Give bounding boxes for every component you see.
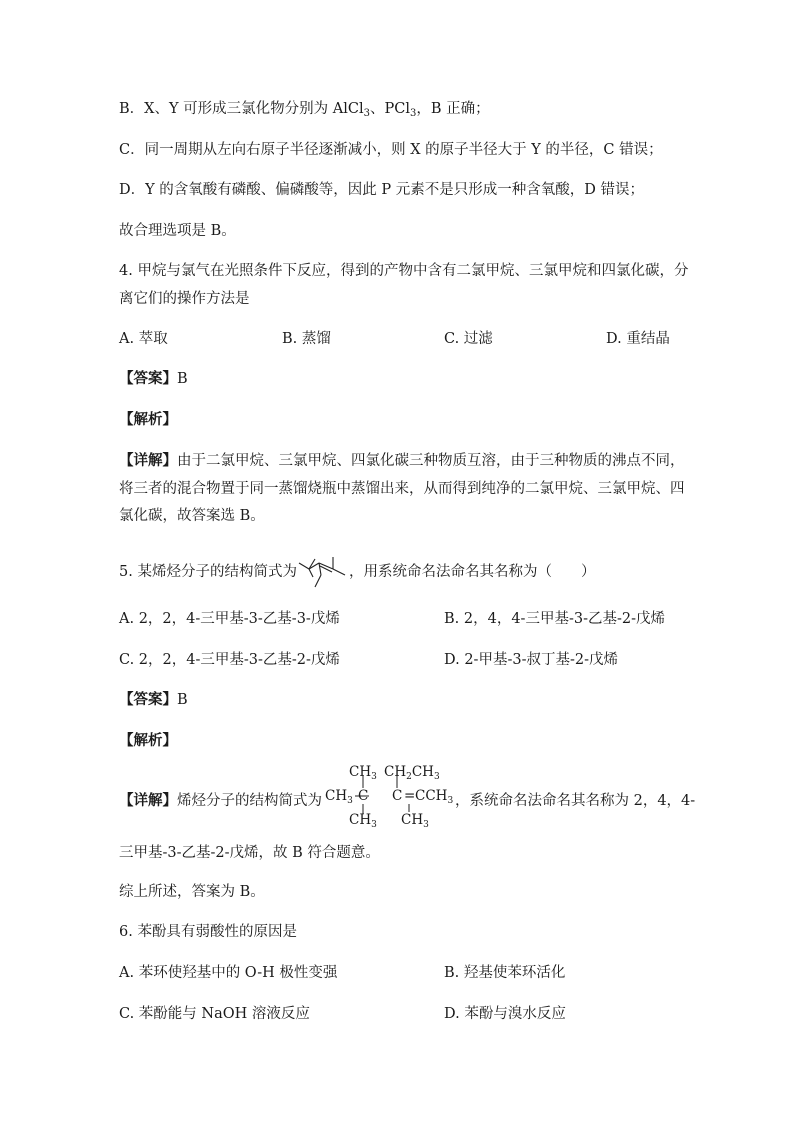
q5-option-a: A. 2，2，4-三甲基-3-乙基-3-戊烯	[119, 611, 340, 627]
q6-options-row1	[119, 961, 679, 981]
formula-left-ch3: $CH_3$	[325, 788, 353, 806]
q5-options-row1	[119, 607, 679, 627]
q4-option-d: D. 重结晶	[606, 331, 670, 347]
formula-right-cch3: $CCH_3$	[415, 788, 454, 806]
q4-options	[119, 327, 679, 347]
prev-option-c: C．同一周期从左向右原子半径逐渐减小，则 X 的原子半径大于 Y 的半径，C 错误；	[119, 142, 663, 158]
q5-option-d: D. 2-甲基-3-叔丁基-2-戊烯	[444, 652, 618, 668]
q5-summary: 综上所述，答案为 B。	[119, 884, 265, 900]
formula-top-ch2ch3: $CH_2CH_3$	[384, 764, 440, 782]
q4-answer: 【答案】B	[119, 370, 188, 387]
prev-option-d: D．Y 的含氧酸有磷酸、偏磷酸等，因此 P 元素不是只形成一种含氧酸，D 错误；	[119, 182, 645, 198]
q5-detail-line1: 【详解】烯烃分子的结构简式为	[119, 792, 322, 809]
formula-bottom-ch3-left: $CH_3$	[349, 812, 377, 830]
formula-alkene-c1: C	[392, 788, 403, 804]
q4-stem-line1: 4. 甲烷与氯气在光照条件下反应，得到的产物中含有二氯甲烷、三氯甲烷和四氯化碳，分	[119, 263, 689, 279]
q4-option-b: B. 蒸馏	[282, 331, 331, 347]
q4-stem-line2: 离它们的操作方法是	[119, 291, 250, 307]
q4-option-c: C. 过滤	[444, 331, 493, 347]
q5-analysis-tag: 【解析】	[119, 732, 177, 749]
formula-double-bond: =	[404, 788, 416, 804]
prev-conclusion: 故合理选项是 B。	[119, 223, 236, 239]
prev-option-b: B．X、Y 可形成三氯化物分别为 AlCl$_3$、PCl$_3$，B 正确；	[119, 101, 490, 119]
q6-stem: 6. 苯酚具有弱酸性的原因是	[119, 924, 297, 940]
q6-option-c: C. 苯酚能与 NaOH 溶液反应	[119, 1006, 310, 1022]
q5-detail-line2: 三甲基-3-乙基-2-戊烯，故 B 符合题意。	[119, 845, 380, 861]
q5-option-c: C. 2，2，4-三甲基-3-乙基-2-戊烯	[119, 652, 340, 668]
q5-stem: 5. 某烯烃分子的结构简式为 ，用系统命名法命名其名称为（ ）	[119, 553, 595, 591]
q5-options-row2	[119, 648, 679, 668]
formula-quaternary-c: C	[358, 788, 369, 804]
q5-detail-line1-tail: ，系统命名法命名其名称为 2，4，4-	[455, 793, 696, 809]
q5-answer: 【答案】B	[119, 691, 188, 708]
q4-analysis-tag: 【解析】	[119, 411, 177, 428]
q6-option-a: A. 苯环使羟基中的 O-H 极性变强	[119, 965, 338, 981]
formula-bottom-ch3-right: $CH_3$	[401, 812, 429, 830]
q4-detail-line1: 【详解】由于二氯甲烷、三氯甲烷、四氯化碳三种物质互溶，由于三种物质的沸点不同，	[119, 452, 685, 469]
q5-option-b: B. 2，4，4-三甲基-3-乙基-2-戊烯	[444, 611, 665, 627]
q4-detail-line2: 将三者的混合物置于同一蒸馏烧瓶中蒸馏出来，从而得到纯净的二氯甲烷、三氯甲烷、四	[119, 481, 685, 497]
formula-top-ch3: $CH_3$	[349, 764, 377, 782]
q6-option-d: D. 苯酚与溴水反应	[444, 1006, 566, 1022]
q4-option-a: A. 萃取	[119, 331, 168, 347]
skeletal-structure	[297, 553, 349, 591]
condensed-structural-formula	[325, 764, 453, 830]
q4-detail-line3: 氯化碳，故答案选 B。	[119, 508, 265, 524]
q6-options-row2	[119, 1002, 679, 1022]
q6-option-b: B. 羟基使苯环活化	[444, 965, 566, 981]
